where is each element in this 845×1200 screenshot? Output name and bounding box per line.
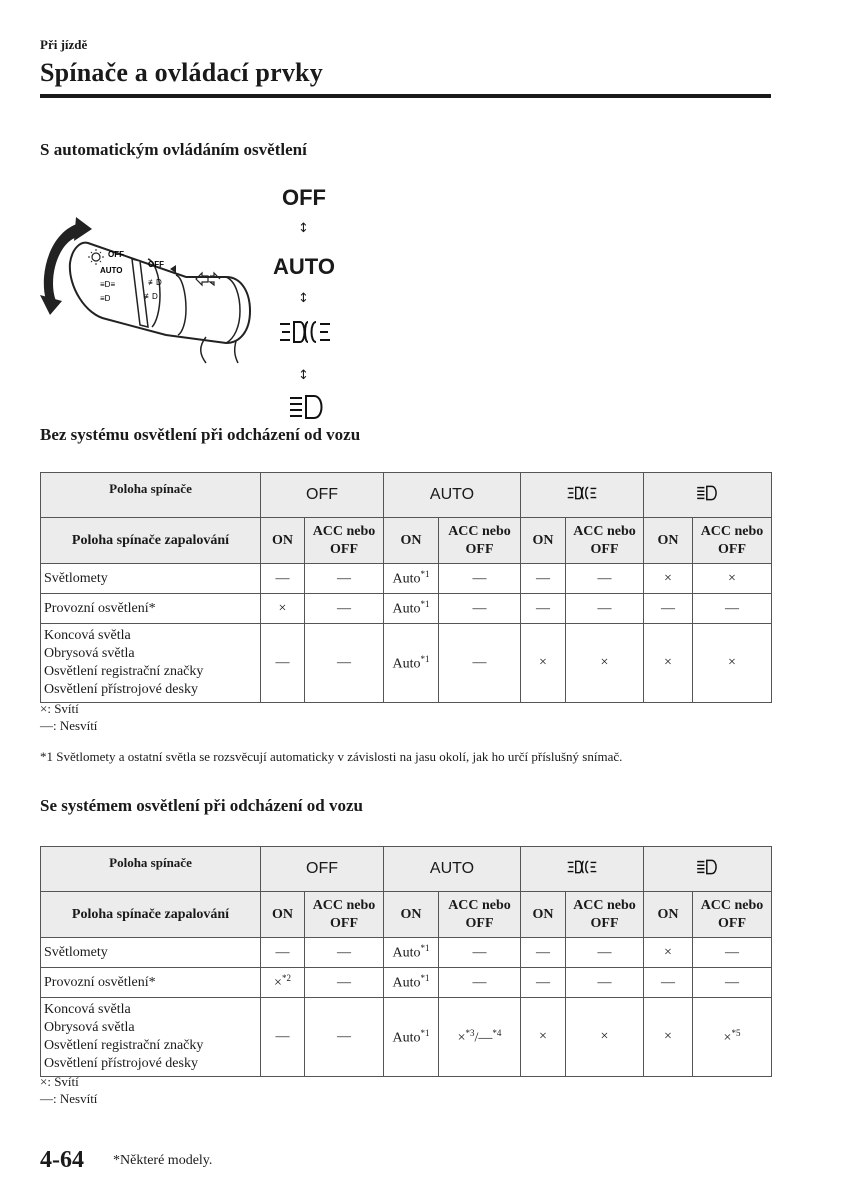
title-rule <box>40 94 771 98</box>
table-cell: — <box>644 594 693 624</box>
cell-text: Auto <box>392 1030 421 1046</box>
cell-text: × <box>723 1030 732 1046</box>
table-cell: × <box>521 624 566 703</box>
cell-text: Auto <box>392 945 421 961</box>
table1-heading: Bez systému osvětlení při odcházení od vozu <box>40 425 361 444</box>
table-cell: — <box>693 968 772 998</box>
col-off: OFF <box>261 847 384 892</box>
sub-on: ON <box>384 518 439 564</box>
table-cell: — <box>566 564 644 594</box>
light-switch-stalk-illustration <box>36 215 258 365</box>
row-label: Provozní osvětlení* <box>41 968 261 998</box>
table-cell: — <box>439 624 521 703</box>
table-cell <box>693 998 772 1077</box>
table-row <box>41 938 772 968</box>
table-row <box>41 624 772 703</box>
legend <box>40 700 97 734</box>
row-label-line: Koncová světla <box>44 628 131 643</box>
stalk-parking-icon: ≡D≡ <box>100 280 116 289</box>
table-cell: — <box>305 998 384 1077</box>
sub-on: ON <box>521 892 566 938</box>
footnote-ref: *1 <box>420 943 430 954</box>
page-number: 4-64 <box>40 1147 84 1173</box>
cell-text: Auto <box>392 571 421 587</box>
row-label-line: Osvětlení registrační značky <box>44 1038 204 1053</box>
stalk-fog-off-label: OFF <box>148 260 164 269</box>
footnote-ref: *1 <box>420 599 430 610</box>
updown-arrow-icon: ↕ <box>298 221 309 236</box>
stalk-auto-label: AUTO <box>100 266 123 275</box>
table2-heading: Se systémem osvětlení při odcházení od vozu <box>40 796 363 815</box>
sub-acc: ACC nebo OFF <box>693 518 772 564</box>
table-row <box>41 968 772 998</box>
table-cell: × <box>644 564 693 594</box>
col-headlight <box>644 847 772 892</box>
row-label <box>41 624 261 703</box>
table-cell <box>439 998 521 1077</box>
table-cell <box>261 968 305 998</box>
row-label-line: Koncová světla <box>44 1002 131 1017</box>
footnote-ref: *2 <box>281 973 291 984</box>
table-cell: × <box>644 624 693 703</box>
table-cell: — <box>521 968 566 998</box>
legend-on: ×: Svítí <box>40 701 79 716</box>
parking-light-icon <box>565 859 599 875</box>
switch-position-header: Poloha spínače <box>41 847 261 892</box>
row-label-line: Osvětlení registrační značky <box>44 664 204 679</box>
table-row <box>41 564 772 594</box>
sub-acc: ACC nebo OFF <box>566 518 644 564</box>
footnote-ref: *3 <box>465 1027 475 1038</box>
table-cell: — <box>439 564 521 594</box>
table-cell: — <box>521 594 566 624</box>
legend-on: ×: Svítí <box>40 1074 79 1089</box>
table-cell: — <box>305 938 384 968</box>
cell-text: Auto <box>392 656 421 672</box>
table-cell: — <box>521 564 566 594</box>
parking-light-icon <box>278 318 332 346</box>
footnote-1: *1 Světlomety a ostatní světla se rozsvěcují automaticky v závislosti na jasu okolí, jak ho určí příslušný snímač. <box>40 749 623 764</box>
table-row <box>41 998 772 1077</box>
row-label: Provozní osvětlení* <box>41 594 261 624</box>
switch-position-header: Poloha spínače <box>41 473 261 518</box>
sub-acc: ACC nebo OFF <box>439 892 521 938</box>
sub-on: ON <box>644 518 693 564</box>
table-cell <box>384 998 439 1077</box>
stalk-off-label: OFF <box>108 250 124 259</box>
cell-text: /— <box>474 1030 493 1046</box>
table-cell: × <box>566 624 644 703</box>
row-label-line: Osvětlení přístrojové desky <box>44 682 198 697</box>
table-cell: — <box>521 938 566 968</box>
table-cell: — <box>693 594 772 624</box>
table-cell: × <box>261 594 305 624</box>
table-cell: — <box>644 968 693 998</box>
sub-acc: ACC nebo OFF <box>305 518 384 564</box>
table-cell: × <box>644 938 693 968</box>
page-title: Spínače a ovládací prvky <box>40 58 323 87</box>
table-cell: × <box>644 998 693 1077</box>
table-cell <box>384 564 439 594</box>
sub-on: ON <box>644 892 693 938</box>
table-cell: — <box>693 938 772 968</box>
lights-table-without-system <box>40 472 772 703</box>
position-auto-label: AUTO <box>273 254 335 279</box>
updown-arrow-icon: ↕ <box>298 291 309 306</box>
sub-on: ON <box>521 518 566 564</box>
section-label: Při jízdě <box>40 37 88 52</box>
updown-arrow-icon: ↕ <box>298 368 309 383</box>
headlight-icon <box>696 485 720 501</box>
ignition-position-header: Poloha spínače zapalování <box>41 518 261 564</box>
col-auto: AUTO <box>384 473 521 518</box>
row-label-line: Obrysová světla <box>44 1020 135 1035</box>
legend-off: —: Nesvítí <box>40 1091 98 1106</box>
models-note: *Některé modely. <box>113 1153 213 1168</box>
col-headlight <box>644 473 772 518</box>
sub-on: ON <box>261 892 305 938</box>
col-parking <box>521 847 644 892</box>
table-cell: — <box>261 624 305 703</box>
cell-text: × <box>457 1030 466 1046</box>
table-cell: — <box>305 968 384 998</box>
sub-acc: ACC nebo OFF <box>305 892 384 938</box>
table-cell: — <box>261 564 305 594</box>
sub-on: ON <box>261 518 305 564</box>
table-cell: × <box>566 998 644 1077</box>
table-cell: × <box>521 998 566 1077</box>
table-cell: × <box>693 624 772 703</box>
footnote-ref: *4 <box>492 1027 502 1038</box>
sub-on: ON <box>384 892 439 938</box>
table-cell: — <box>439 938 521 968</box>
svg-text:≢D: ≢D <box>144 292 158 301</box>
table-cell: — <box>305 594 384 624</box>
table-cell <box>384 938 439 968</box>
headlight-icon <box>696 859 720 875</box>
table-cell <box>384 624 439 703</box>
row-label: Světlomety <box>41 938 261 968</box>
row-label-line: Obrysová světla <box>44 646 135 661</box>
table-cell: — <box>305 624 384 703</box>
sub-acc: ACC nebo OFF <box>439 518 521 564</box>
legend-off: —: Nesvítí <box>40 718 98 733</box>
col-parking <box>521 473 644 518</box>
col-auto: AUTO <box>384 847 521 892</box>
cell-text: Auto <box>392 601 421 617</box>
sub-acc: ACC nebo OFF <box>566 892 644 938</box>
table-cell: — <box>261 998 305 1077</box>
svg-text:≢D: ≢D <box>148 278 162 287</box>
stalk-headlight-icon: ≡D <box>100 294 111 303</box>
table-cell: — <box>566 594 644 624</box>
legend <box>40 1073 97 1107</box>
table-cell: — <box>566 968 644 998</box>
footnote-ref: *1 <box>420 653 430 664</box>
table-row <box>41 594 772 624</box>
row-label <box>41 998 261 1077</box>
headlight-icon <box>288 394 328 420</box>
footnote-ref: *1 <box>420 1027 430 1038</box>
footnote-ref: *5 <box>731 1027 741 1038</box>
lights-table-with-system <box>40 846 772 1077</box>
row-label: Světlomety <box>41 564 261 594</box>
cell-text: × <box>274 975 282 991</box>
row-label-line: Osvětlení přístrojové desky <box>44 1056 198 1071</box>
footnote-ref: *1 <box>420 569 430 580</box>
intro-heading: S automatickým ovládáním osvětlení <box>40 140 307 159</box>
table-cell <box>384 968 439 998</box>
ignition-position-header: Poloha spínače zapalování <box>41 892 261 938</box>
cell-text: Auto <box>392 975 421 991</box>
table-cell: — <box>261 938 305 968</box>
table-cell: — <box>566 938 644 968</box>
position-off-label: OFF <box>282 185 326 210</box>
sub-acc: ACC nebo OFF <box>693 892 772 938</box>
parking-light-icon <box>565 485 599 501</box>
table-cell: × <box>693 564 772 594</box>
table-cell: — <box>439 968 521 998</box>
table-cell: — <box>439 594 521 624</box>
table-cell: — <box>305 564 384 594</box>
table-cell <box>384 594 439 624</box>
footnote-ref: *1 <box>420 973 430 984</box>
col-off: OFF <box>261 473 384 518</box>
